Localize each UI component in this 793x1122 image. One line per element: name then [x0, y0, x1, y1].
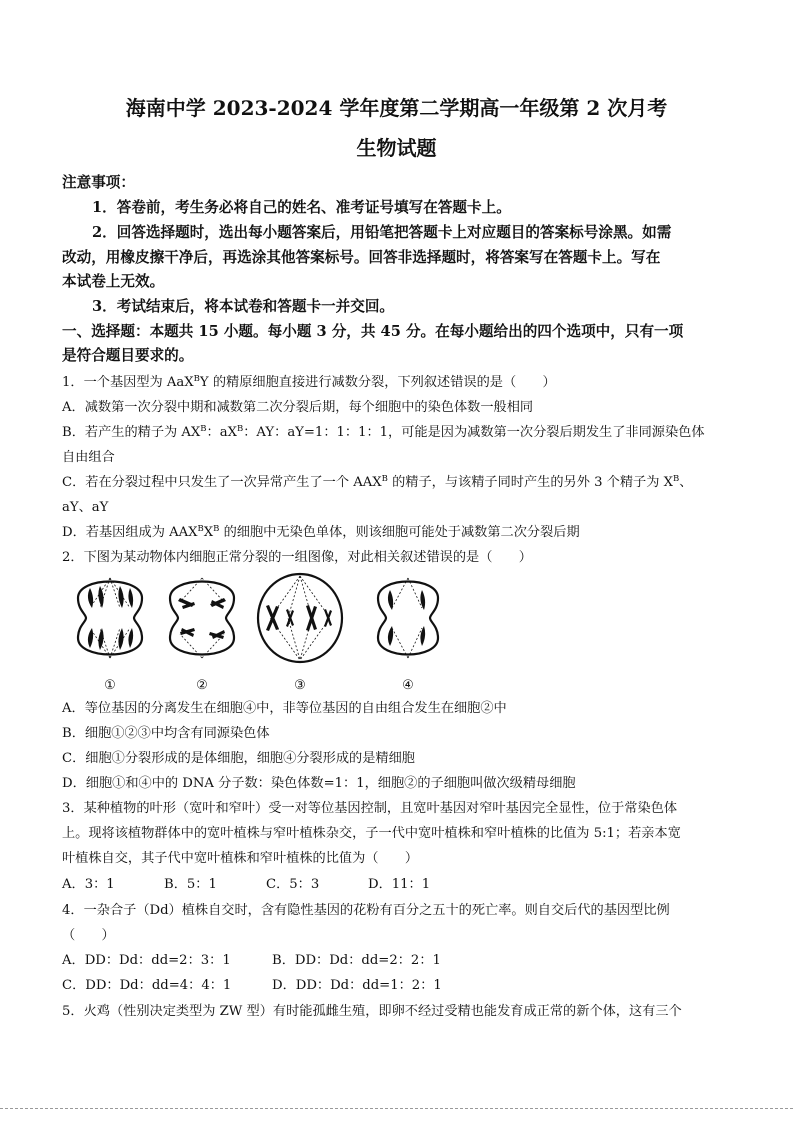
q3-option-b: B．5：1 [164, 877, 217, 892]
notice-item-2-line-3: 本试卷上无效。 [62, 273, 165, 290]
notice-item-2-line-1: 2．回答选择题时，选出每小题答案后，用铅笔把答题卡上对应题目的答案标号涂黑。如需 [92, 224, 672, 241]
q3-option-d: D．11：1 [368, 877, 431, 892]
notice-item-2-line-2: 改动，用橡皮擦干净后，再选涂其他答案标号。回答非选择题时，将答案写在答题卡上。写在 [62, 249, 661, 266]
cell-1-diagram [70, 568, 150, 668]
q1-option-c-line-2: aY、aY [62, 500, 109, 515]
q4-option-a: A．DD：Dd：dd=2：3：1 [62, 953, 231, 968]
q3-stem-line-1: 3．某种植物的叶形（宽叶和窄叶）受一对等位基因控制，且宽叶基因对窄叶基因完全显性，位于常染色体 [62, 801, 678, 816]
q3-stem-line-3: 叶植株自交，其子代中宽叶植株和窄叶植株的比值为（ ） [62, 851, 419, 866]
q1-option-c: C．若在分裂过程中只发生了一次异常产生了一个 $AAX^B$ 的精子，与该精子同时产生的另外 3 个精子为 $X^B$、 [62, 474, 693, 490]
exam-subtitle: 生物试题 [356, 136, 437, 160]
q3-options [62, 876, 739, 894]
q2-option-d: D．细胞①和④中的 DNA 分子数：染色体数=1：1，细胞②的子细胞叫做次级精母细胞 [62, 776, 576, 791]
q2-option-c: C．细胞①分裂形成的是体细胞，细胞④分裂形成的是精细胞 [62, 751, 415, 766]
cell-1-label: ① [104, 678, 116, 693]
q3-option-a: A．3：1 [62, 877, 115, 892]
cell-4-label: ④ [402, 678, 414, 693]
q1-option-b-line-2: 自由组合 [62, 450, 115, 465]
q1-stem: 1．一个基因型为 AaX$^B$Y 的精原细胞直接进行减数分裂，下列叙述错误的是（ ） [62, 374, 556, 390]
q2-option-a: A．等位基因的分离发生在细胞④中，非等位基因的自由组合发生在细胞②中 [62, 701, 507, 716]
q4-stem-line-2: （ ） [62, 928, 115, 943]
cell-2-label: ② [196, 678, 208, 693]
page-bottom-divider [0, 1108, 793, 1109]
q2-stem: 2．下图为某动物体内细胞正常分裂的一组图像，对此相关叙述错误的是（ ） [62, 550, 532, 565]
cell-2-diagram [162, 568, 242, 668]
q3-option-c: C．5：3 [266, 877, 320, 892]
section-1-line-2: 是符合题目要求的。 [62, 347, 194, 364]
notice-heading: 注意事项： [62, 174, 135, 191]
q4-option-b: B．DD：Dd：dd=2：2：1 [272, 953, 441, 968]
q4-options-row-2 [62, 977, 739, 995]
exam-title: 海南中学 2023-2024 学年度第二学期高一年级第 2 次月考 [125, 96, 668, 120]
q1-option-d: D．若基因组成为 $AAX^BX^B$ 的细胞中无染色单体，则该细胞可能处于减数第二次分裂后期 [62, 524, 580, 540]
notice-item-3: 3．考试结束后，将本试卷和答题卡一并交回。 [92, 298, 395, 315]
q3-stem-line-2: 上。现将该植物群体中的宽叶植株与窄叶植株杂交，子一代中宽叶植株和窄叶植株的比值为 5:1；若亲本宽 [62, 826, 681, 841]
cell-division-figure [62, 568, 462, 698]
q4-options-row-1 [62, 952, 739, 970]
q1-option-b: B．若产生的精子为 $AX^B$：$aX^B$：AY：aY=1：1：1：1，可能是因为减数第一次分裂后期发生了非同源染色体 [62, 424, 705, 440]
q2-option-b: B．细胞①②③中均含有同源染色体 [62, 726, 270, 741]
cell-4-diagram [368, 568, 448, 668]
cell-3-diagram [254, 568, 346, 668]
cell-3-label: ③ [294, 678, 306, 693]
section-1-line-1: 一、选择题：本题共 15 小题。每小题 3 分，共 45 分。在每小题给出的四个选项中，只有一项 [62, 323, 684, 340]
q4-option-c: C．DD：Dd：dd=4：4：1 [62, 978, 232, 993]
notice-item-1: 1．答卷前，考生务必将自己的姓名、准考证号填写在答题卡上。 [92, 199, 511, 216]
q4-option-d: D．DD：Dd：dd=1：2：1 [272, 978, 442, 993]
q5-stem-line-1: 5．火鸡（性别决定类型为 ZW 型）有时能孤雌生殖，即卵不经过受精也能发育成正常的新个体，这有三个 [62, 1004, 682, 1019]
q1-option-a: A．减数第一次分裂中期和减数第二次分裂后期，每个细胞中的染色体数一般相同 [62, 400, 534, 415]
q4-stem-line-1: 4．一杂合子（Dd）植株自交时，含有隐性基因的花粉有百分之五十的死亡率。则自交后代的基因型比例 [62, 903, 670, 918]
